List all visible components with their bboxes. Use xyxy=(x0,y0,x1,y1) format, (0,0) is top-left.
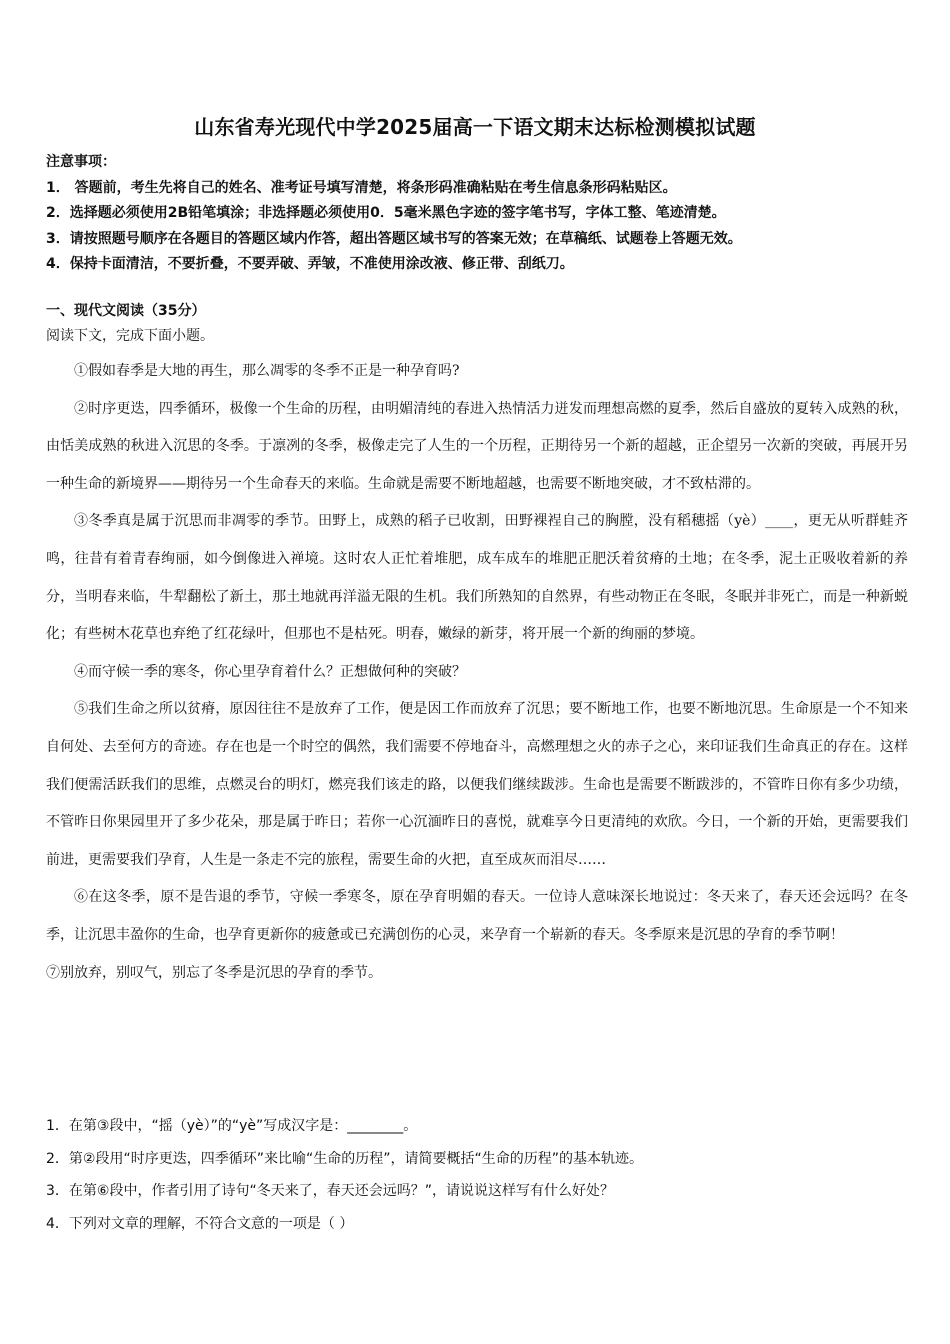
passage-paragraph-2: ②时序更迭，四季循环，极像一个生命的历程，由明媚清纯的春进入热情活力迸发而理想高燃的夏季，然后自盛放的夏转入成熟的秋，由恬美成熟的秋进入沉思的冬季。于凛冽的冬季，极像走完了人生的一个历程，正期待另一个新的超越，正企望另一次新的突破，再展开另一种生命的新境界——期待另一个生命春天的来临。生命就是需要不断地超越，也需要不断地突破，才不致枯滞的。 xyxy=(46,400,908,492)
passage-paragraph-5: ⑤我们生命之所以贫瘠，原因往往不是放弃了工作，便是因工作而放弃了沉思；要不断地工作，也要不断地沉思。生命原是一个不知来自何处、去至何方的奇迹。存在也是一个时空的偶然，我们需要不停地奋斗，高燃理想之火的赤子之心，来印证我们生命真正的存在。这样我们便需活跃我们的思维，点燃灵台的明灯，燃亮我们该走的路，以便我们继续跋涉。生命也是需要不断跋涉的，不管昨日你有多少功绩，不管昨日你果园里开了多少花朵，那是属于昨日；若你一心沉湎昨日的喜悦，就难享今日更清纯的欢欣。今日，一个新的开始，更需要我们前进，更需要我们孕育，人生是一条走不完的旅程，需要生命的火把，直至成灰而泪尽…… xyxy=(46,701,908,868)
passage-paragraph-3: ③冬季真是属于沉思而非凋零的季节。田野上，成熟的稻子已收割，田野裸裎自己的胸膛，没有稻穗摇（yè）____，更无从听群蛙齐鸣，往昔有着青春绚丽，如今倒像进入禅境。这时农人正忙着堆肥，成车成车的堆肥正肥沃着贫瘠的土地；在冬季，泥土正吸收着新的养分，当明春来临，牛犁翻松了新土，那土地就再洋溢无限的生机。我们所熟知的自然界，有些动物正在冬眠，冬眠并非死亡，而是一种新蜕化；有些树木花草也弃绝了红花绿叶，但那也不是枯死。明春，嫩绿的新芽，将开展一个新的绚丽的梦境。 xyxy=(46,513,908,643)
passage-paragraph-1: ①假如春季是大地的再生，那么凋零的冬季不正是一种孕育吗? xyxy=(74,363,460,379)
section-intro: 阅读下文，完成下面小题。 xyxy=(46,328,214,344)
notice-item: 1． 答题前，考生先将自己的姓名、准考证号填写清楚，将条形码准确粘贴在考生信息条形码粘贴区。 xyxy=(46,179,677,196)
section-heading: 一、现代文阅读（35分） xyxy=(46,303,206,319)
question-item: 1．在第③段中，“摇（yè）”的“yè”写成汉字是：________。 xyxy=(46,1118,418,1134)
question-item: 2．第②段用“时序更迭，四季循环”来比喻“生命的历程”，请简要概括“生命的历程”的基本轨迹。 xyxy=(46,1150,643,1167)
question-item: 4．下列对文章的理解，不符合文意的一项是（ ） xyxy=(46,1215,354,1232)
notice-item: 2．选择题必须使用2B铅笔填涂；非选择题必须使用0．5毫米黑色字迹的签字笔书写，字体工整、笔迹清楚。 xyxy=(46,205,726,221)
notice-heading: 注意事项： xyxy=(46,154,116,170)
passage-paragraph-7: ⑦别放弃，别叹气，别忘了冬季是沉思的孕育的季节。 xyxy=(46,964,382,981)
notice-block xyxy=(46,150,906,278)
reading-passage xyxy=(46,353,908,992)
question-item: 3．在第⑥段中，作者引用了诗句“冬天来了，春天还会远吗？”，请说说这样写有什么好处？ xyxy=(46,1183,614,1199)
passage-paragraph-6: ⑥在这冬季，原不是告退的季节，守候一季寒冬，原在孕育明媚的春天。一位诗人意味深长地说过：冬天来了，春天还会远吗？在冬季，让沉思丰盈你的生命，也孕育更新你的疲惫或已充满创伤的心灵，来孕育一个崭新的春天。冬季原来是沉思的孕育的季节啊！ xyxy=(46,889,908,943)
notice-item: 3．请按照题号顺序在各题目的答题区域内作答，超出答题区域书写的答案无效；在草稿纸、试题卷上答题无效。 xyxy=(46,230,742,247)
passage-paragraph-4: ④而守候一季的寒冬，你心里孕育着什么？正想做何种的突破？ xyxy=(74,663,466,680)
question-list xyxy=(46,1110,908,1240)
notice-item: 4．保持卡面清洁，不要折叠，不要弄破、弄皱，不准使用涂改液、修正带、刮纸刀。 xyxy=(46,256,574,272)
document-title: 山东省寿光现代中学2025届高一下语文期末达标检测模拟试题 xyxy=(194,115,756,139)
